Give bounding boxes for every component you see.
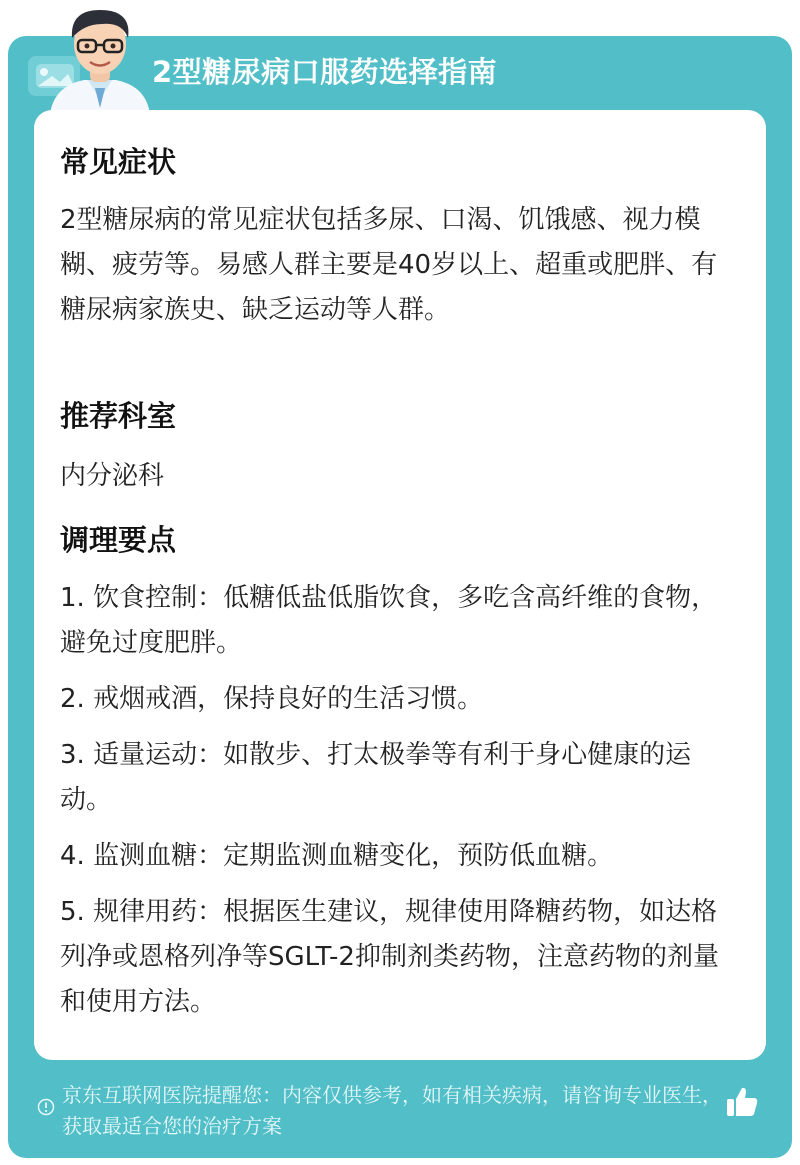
thumbs-up-icon[interactable]: [724, 1084, 760, 1120]
care-point-item: 1. 饮食控制：低糖低盐低脂饮食，多吃含高纤维的食物，避免过度肥胖。: [60, 583, 718, 658]
doctor-avatar-icon: [40, 4, 160, 114]
disclaimer-text: 京东互联网医院提醒您：内容仅供参考，如有相关疾病，请咨询专业医生，获取最适合您的治疗方案: [62, 1083, 722, 1138]
care-point-item: 4. 监测血糖：定期监测血糖变化，预防低血糖。: [60, 841, 614, 871]
care-point-item: 3. 适量运动：如散步、打太极拳等有利于身心健康的运动。: [60, 740, 692, 815]
symptoms-text: 2型糖尿病的常见症状包括多尿、口渴、饥饿感、视力模糊、疲劳等。易感人群主要是40岁以上、超重或肥胖、有糖尿病家族史、缺乏运动等人群。: [60, 205, 718, 325]
section-heading-care-points: 调理要点: [60, 523, 177, 557]
care-point-item: 5. 规律用药：根据医生建议，规律使用降糖药物，如达格列净或恩格列净等SGLT-2抑制剂类药物，注意药物的剂量和使用方法。: [60, 897, 719, 1017]
section-heading-department: 推荐科室: [60, 399, 177, 433]
content-card: [34, 110, 766, 1060]
care-point-item: 2. 戒烟戒酒，保持良好的生活习惯。: [60, 684, 484, 714]
info-icon: [37, 1098, 55, 1116]
section-heading-symptoms: 常见症状: [60, 145, 177, 179]
department-text: 内分泌科: [60, 461, 165, 491]
page-title: 2型糖尿病口服药选择指南: [152, 55, 498, 89]
